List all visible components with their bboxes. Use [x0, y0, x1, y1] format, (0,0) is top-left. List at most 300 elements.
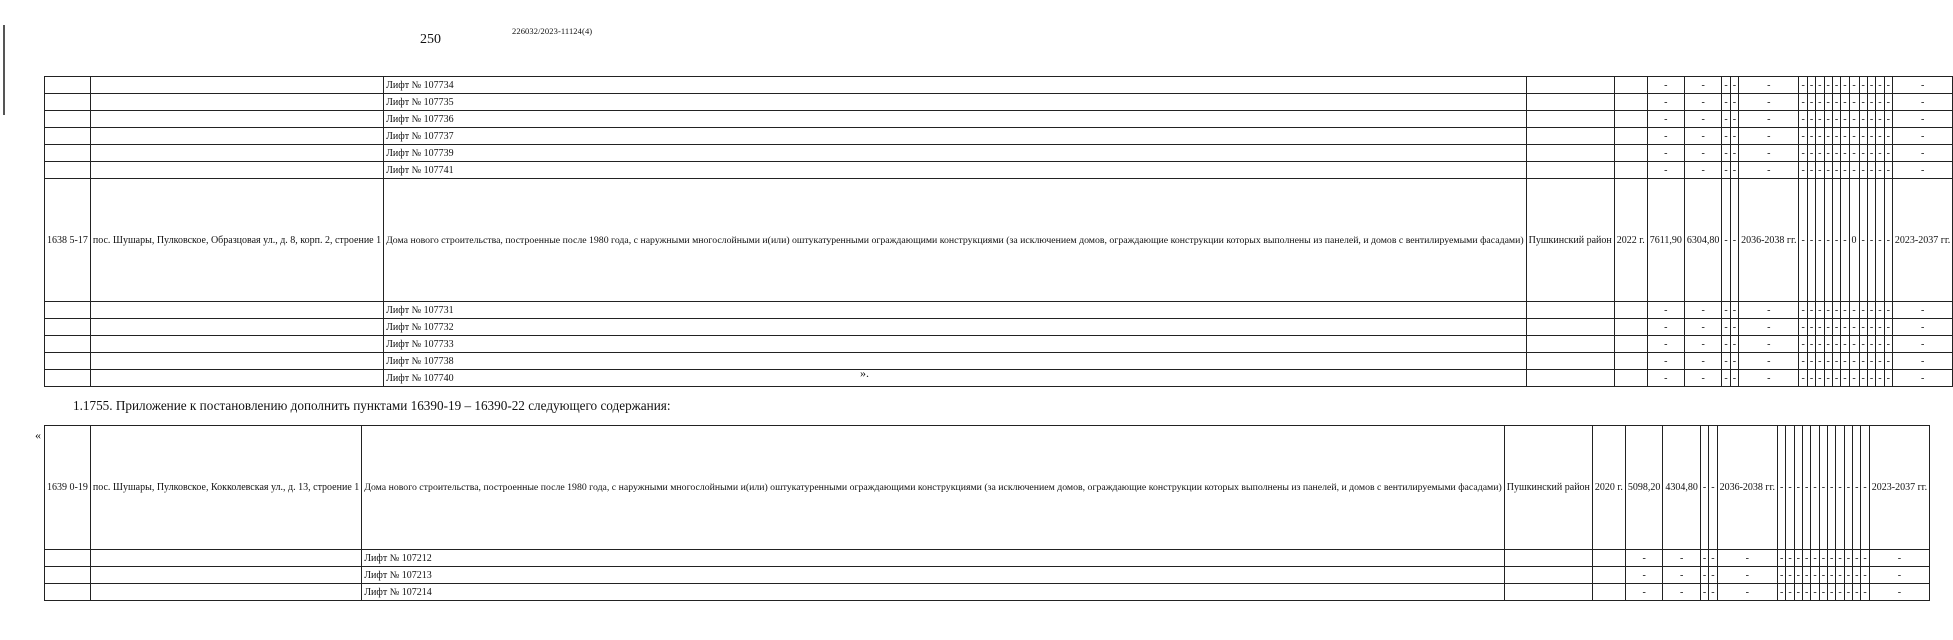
lift-label: Лифт № 107740: [384, 370, 1527, 387]
dash-cell: -: [1722, 128, 1730, 145]
dash-cell: -: [1647, 302, 1684, 319]
dash-cell: -: [1807, 145, 1815, 162]
dash-cell: -: [1876, 336, 1884, 353]
dash-cell: -: [1647, 353, 1684, 370]
dash-cell: -: [1807, 179, 1815, 302]
dash-cell: -: [1777, 426, 1785, 550]
empty-cell: [45, 302, 91, 319]
dash-cell: -: [1828, 584, 1836, 601]
dash-cell: -: [1876, 128, 1884, 145]
empty-cell: [1614, 370, 1647, 387]
dash-cell: -: [1816, 336, 1824, 353]
dash-cell: -: [1739, 353, 1799, 370]
dash-cell: -: [1884, 370, 1892, 387]
table-row-main: [45, 426, 1930, 550]
empty-cell: [45, 584, 91, 601]
lift-row: [45, 336, 1953, 353]
dash-cell: -: [1841, 77, 1849, 94]
dash-cell: -: [1867, 336, 1875, 353]
empty-cell: [90, 336, 383, 353]
dash-cell: -: [1722, 336, 1730, 353]
dash-cell: -: [1700, 550, 1708, 567]
dash-cell: -: [1884, 353, 1892, 370]
document-reference: 226032/2023-11124(4): [512, 26, 593, 36]
dash-cell: -: [1884, 77, 1892, 94]
dash-cell: -: [1824, 353, 1832, 370]
dash-cell: -: [1892, 336, 1952, 353]
dash-cell: -: [1684, 353, 1722, 370]
dash-cell: -: [1647, 145, 1684, 162]
area1-cell: 5098,20: [1625, 426, 1663, 550]
dash-cell: -: [1859, 353, 1867, 370]
dash-cell: -: [1739, 145, 1799, 162]
dash-cell: -: [1849, 353, 1859, 370]
empty-cell: [45, 319, 91, 336]
empty-cell: [1526, 319, 1614, 336]
dash-cell: -: [1832, 111, 1840, 128]
lift-row: [45, 111, 1953, 128]
register-table-2: [44, 425, 1930, 601]
dash-cell: -: [1861, 550, 1869, 567]
dash-cell: -: [1730, 302, 1738, 319]
dash-cell: -: [1849, 94, 1859, 111]
empty-cell: [90, 94, 383, 111]
dash-cell: -: [1841, 145, 1849, 162]
dash-cell: -: [1849, 319, 1859, 336]
empty-cell: [1526, 111, 1614, 128]
empty-cell: [1614, 128, 1647, 145]
empty-cell: [1526, 353, 1614, 370]
dash-cell: -: [1786, 584, 1794, 601]
dash-cell: -: [1876, 302, 1884, 319]
dash-cell: -: [1841, 319, 1849, 336]
dash-cell: -: [1819, 550, 1827, 567]
empty-cell: [1614, 94, 1647, 111]
opening-quote: «: [35, 428, 41, 442]
dash-cell: -: [1861, 426, 1869, 550]
lift-row: [45, 353, 1953, 370]
dash-cell: -: [1807, 336, 1815, 353]
dash-cell: -: [1786, 550, 1794, 567]
empty-cell: [90, 567, 361, 584]
dash-cell: -: [1777, 550, 1785, 567]
dash-cell: -: [1799, 145, 1807, 162]
dash-cell: -: [1625, 567, 1663, 584]
lift-row: [45, 145, 1953, 162]
dash-cell: -: [1794, 550, 1802, 567]
end-period-cell: 2023-2037 гг.: [1892, 179, 1952, 302]
dash-cell: -: [1841, 162, 1849, 179]
empty-cell: [1614, 145, 1647, 162]
dash-cell: -: [1841, 94, 1849, 111]
year-cell: 2020 г.: [1592, 426, 1625, 550]
closing-quote: ».: [860, 366, 869, 380]
dash-cell: -: [1892, 370, 1952, 387]
dash-cell: -: [1799, 370, 1807, 387]
dash-cell: -: [1892, 77, 1952, 94]
dash-cell: -: [1892, 128, 1952, 145]
dash-cell: -: [1884, 145, 1892, 162]
dash-cell: -: [1892, 319, 1952, 336]
dash-cell: -: [1832, 128, 1840, 145]
dash-cell: -: [1700, 584, 1708, 601]
lift-row: [45, 94, 1953, 111]
row-number: 1638 5-17: [45, 179, 91, 302]
lift-label: Лифт № 107214: [362, 584, 1505, 601]
empty-cell: [1614, 353, 1647, 370]
dash-cell: -: [1816, 179, 1824, 302]
dash-cell: -: [1739, 111, 1799, 128]
dash-cell: -: [1832, 353, 1840, 370]
dash-cell: -: [1841, 111, 1849, 128]
dash-cell: -: [1859, 111, 1867, 128]
dash-cell: -: [1859, 336, 1867, 353]
dash-cell: -: [1824, 179, 1832, 302]
dash-cell: -: [1811, 550, 1819, 567]
empty-cell: [1526, 77, 1614, 94]
dash-cell: -: [1799, 302, 1807, 319]
dash-cell: -: [1700, 426, 1708, 550]
dash-cell: -: [1684, 94, 1722, 111]
dash-cell: -: [1816, 111, 1824, 128]
dash-cell: -: [1867, 370, 1875, 387]
dash-cell: -: [1828, 567, 1836, 584]
dash-cell: -: [1709, 426, 1717, 550]
period-cell: 2036-2038 гг.: [1739, 179, 1799, 302]
dash-cell: -: [1876, 145, 1884, 162]
dash-cell: -: [1722, 111, 1730, 128]
empty-cell: [1526, 128, 1614, 145]
dash-cell: -: [1684, 145, 1722, 162]
dash-cell: -: [1876, 111, 1884, 128]
lift-row: [45, 162, 1953, 179]
lift-label: Лифт № 107738: [384, 353, 1527, 370]
dash-cell: -: [1799, 179, 1807, 302]
dash-cell: -: [1867, 162, 1875, 179]
dash-cell: -: [1828, 426, 1836, 550]
dash-cell: -: [1625, 584, 1663, 601]
dash-cell: -: [1892, 94, 1952, 111]
dash-cell: -: [1867, 302, 1875, 319]
dash-cell: -: [1684, 319, 1722, 336]
dash-cell: -: [1884, 336, 1892, 353]
empty-cell: [1592, 550, 1625, 567]
empty-cell: [1614, 302, 1647, 319]
dash-cell: -: [1819, 426, 1827, 550]
lift-label: Лифт № 107732: [384, 319, 1527, 336]
dash-cell: -: [1722, 302, 1730, 319]
dash-cell: -: [1684, 302, 1722, 319]
dash-cell: -: [1807, 302, 1815, 319]
dash-cell: -: [1730, 319, 1738, 336]
dash-cell: -: [1799, 319, 1807, 336]
dash-cell: -: [1739, 370, 1799, 387]
empty-cell: [1614, 111, 1647, 128]
dash-cell: -: [1849, 145, 1859, 162]
dash-cell: -: [1832, 94, 1840, 111]
dash-cell: -: [1849, 302, 1859, 319]
register-table-1: [44, 76, 1953, 387]
lift-label: Лифт № 107734: [384, 77, 1527, 94]
dash-cell: -: [1777, 584, 1785, 601]
dash-cell: -: [1824, 128, 1832, 145]
dash-cell: -: [1841, 370, 1849, 387]
dash-cell: -: [1836, 426, 1844, 550]
dash-cell: -: [1709, 584, 1717, 601]
dash-cell: -: [1739, 162, 1799, 179]
dash-cell: -: [1722, 370, 1730, 387]
empty-cell: [90, 353, 383, 370]
dash-cell: -: [1849, 77, 1859, 94]
empty-cell: [45, 353, 91, 370]
dash-cell: -: [1816, 77, 1824, 94]
dash-cell: -: [1876, 370, 1884, 387]
empty-cell: [90, 370, 383, 387]
dash-cell: -: [1709, 567, 1717, 584]
dash-cell: -: [1844, 426, 1852, 550]
dash-cell: -: [1844, 567, 1852, 584]
dash-cell: -: [1647, 128, 1684, 145]
dash-cell: -: [1884, 111, 1892, 128]
dash-cell: -: [1836, 567, 1844, 584]
empty-cell: [45, 94, 91, 111]
dash-cell: -: [1824, 94, 1832, 111]
dash-cell: -: [1816, 353, 1824, 370]
empty-cell: [1592, 584, 1625, 601]
empty-cell: [90, 319, 383, 336]
empty-cell: [45, 145, 91, 162]
dash-cell: -: [1816, 128, 1824, 145]
dash-cell: -: [1807, 370, 1815, 387]
dash-cell: -: [1663, 567, 1701, 584]
dash-cell: -: [1861, 584, 1869, 601]
dash-cell: -: [1722, 179, 1730, 302]
dash-cell: -: [1684, 162, 1722, 179]
dash-cell: -: [1869, 550, 1929, 567]
dash-cell: -: [1730, 111, 1738, 128]
dash-cell: -: [1892, 353, 1952, 370]
empty-cell: [90, 111, 383, 128]
dash-cell: -: [1684, 111, 1722, 128]
dash-cell: -: [1799, 128, 1807, 145]
empty-cell: [1614, 319, 1647, 336]
dash-cell: -: [1869, 567, 1929, 584]
dash-cell: -: [1786, 426, 1794, 550]
empty-cell: [1526, 94, 1614, 111]
dash-cell: -: [1722, 319, 1730, 336]
empty-cell: [90, 550, 361, 567]
dash-cell: -: [1832, 370, 1840, 387]
dash-cell: -: [1867, 353, 1875, 370]
dash-cell: -: [1884, 128, 1892, 145]
lift-label: Лифт № 107737: [384, 128, 1527, 145]
dash-cell: -: [1647, 77, 1684, 94]
dash-cell: -: [1859, 162, 1867, 179]
lift-label: Лифт № 107733: [384, 336, 1527, 353]
dash-cell: -: [1876, 162, 1884, 179]
dash-cell: -: [1867, 145, 1875, 162]
dash-cell: -: [1867, 319, 1875, 336]
description-cell: Дома нового строительства, построенные после 1980 года, с наружными многослойными и(или) оштукатуренными ограждающими конструкциями (за исключением домов, ограждающие конструкции которых выполнены из панелей, и домов с вентилируемыми фасадами): [362, 426, 1505, 550]
dash-cell: -: [1859, 370, 1867, 387]
dash-cell: -: [1884, 179, 1892, 302]
dash-cell: -: [1803, 584, 1811, 601]
empty-cell: [45, 162, 91, 179]
lift-row: [45, 77, 1953, 94]
dash-cell: -: [1876, 94, 1884, 111]
dash-cell: -: [1684, 370, 1722, 387]
dash-cell: -: [1722, 94, 1730, 111]
dash-cell: -: [1799, 353, 1807, 370]
row-number: 1639 0-19: [45, 426, 91, 550]
description-cell: Дома нового строительства, построенные после 1980 года, с наружными многослойными и(или) оштукатуренными ограждающими конструкциями (за исключением домов, ограждающие конструкции которых выполнены из панелей, и домов с вентилируемыми фасадами): [384, 179, 1527, 302]
dash-cell: -: [1730, 162, 1738, 179]
dash-cell: -: [1799, 77, 1807, 94]
dash-cell: -: [1892, 162, 1952, 179]
empty-cell: [1504, 584, 1592, 601]
dash-cell: -: [1832, 179, 1840, 302]
empty-cell: [45, 567, 91, 584]
dash-cell: -: [1836, 584, 1844, 601]
dash-cell: -: [1739, 128, 1799, 145]
dash-cell: -: [1799, 336, 1807, 353]
dash-cell: -: [1807, 319, 1815, 336]
dash-cell: -: [1841, 336, 1849, 353]
dash-cell: -: [1819, 567, 1827, 584]
dash-cell: -: [1803, 567, 1811, 584]
empty-cell: [90, 128, 383, 145]
dash-cell: -: [1777, 567, 1785, 584]
dash-cell: -: [1739, 302, 1799, 319]
empty-cell: [90, 584, 361, 601]
dash-cell: -: [1824, 370, 1832, 387]
dash-cell: -: [1859, 319, 1867, 336]
dash-cell: -: [1794, 584, 1802, 601]
dash-cell: -: [1717, 584, 1777, 601]
empty-cell: [1504, 550, 1592, 567]
empty-cell: [45, 550, 91, 567]
empty-cell: [1504, 567, 1592, 584]
dash-cell: -: [1832, 162, 1840, 179]
dash-cell: -: [1849, 336, 1859, 353]
dash-cell: -: [1844, 584, 1852, 601]
dash-cell: -: [1884, 319, 1892, 336]
dash-cell: -: [1832, 319, 1840, 336]
dash-cell: -: [1799, 94, 1807, 111]
dash-cell: -: [1853, 426, 1861, 550]
empty-cell: [45, 336, 91, 353]
dash-cell: -: [1884, 302, 1892, 319]
address-cell: пос. Шушары, Пулковское, Образцовая ул., д. 8, корп. 2, строение 1: [90, 179, 383, 302]
dash-cell: -: [1811, 567, 1819, 584]
dash-cell: -: [1824, 145, 1832, 162]
area1-cell: 7611,90: [1647, 179, 1684, 302]
dash-cell: -: [1884, 162, 1892, 179]
lift-row: [45, 370, 1953, 387]
dash-cell: -: [1739, 336, 1799, 353]
dash-cell: -: [1824, 162, 1832, 179]
lift-row: [45, 319, 1953, 336]
dash-cell: -: [1684, 336, 1722, 353]
dash-cell: -: [1844, 550, 1852, 567]
dash-cell: -: [1730, 336, 1738, 353]
dash-cell: -: [1717, 550, 1777, 567]
dash-cell: -: [1663, 550, 1701, 567]
empty-cell: [1614, 77, 1647, 94]
dash-cell: -: [1859, 94, 1867, 111]
dash-cell: -: [1867, 179, 1875, 302]
empty-cell: [1614, 162, 1647, 179]
dash-cell: -: [1819, 584, 1827, 601]
empty-cell: [45, 370, 91, 387]
dash-cell: -: [1739, 94, 1799, 111]
empty-cell: [1526, 162, 1614, 179]
empty-cell: [1526, 302, 1614, 319]
dash-cell: -: [1684, 77, 1722, 94]
dash-cell: -: [1841, 302, 1849, 319]
dash-cell: -: [1861, 567, 1869, 584]
dash-cell: -: [1841, 179, 1849, 302]
empty-cell: [45, 111, 91, 128]
dash-cell: -: [1836, 550, 1844, 567]
lift-label: Лифт № 107736: [384, 111, 1527, 128]
dash-cell: -: [1807, 353, 1815, 370]
dash-cell: -: [1717, 567, 1777, 584]
dash-cell: -: [1799, 162, 1807, 179]
dash-cell: -: [1828, 550, 1836, 567]
dash-cell: -: [1794, 426, 1802, 550]
dash-cell: -: [1876, 353, 1884, 370]
dash-cell: -: [1684, 128, 1722, 145]
dash-cell: -: [1647, 111, 1684, 128]
dash-cell: -: [1841, 128, 1849, 145]
area2-cell: 4304,80: [1663, 426, 1701, 550]
dash-cell: -: [1832, 302, 1840, 319]
dash-cell: -: [1816, 370, 1824, 387]
dash-cell: -: [1853, 550, 1861, 567]
dash-cell: -: [1722, 353, 1730, 370]
empty-cell: [1526, 336, 1614, 353]
lift-label: Лифт № 107212: [362, 550, 1505, 567]
dash-cell: -: [1832, 336, 1840, 353]
period-cell: 2036-2038 гг.: [1717, 426, 1777, 550]
dash-cell: -: [1709, 550, 1717, 567]
address-cell: пос. Шушары, Пулковское, Кокколевская ул., д. 13, строение 1: [90, 426, 361, 550]
dash-cell: -: [1722, 145, 1730, 162]
lift-row: [45, 550, 1930, 567]
district-cell: Пушкинский район: [1504, 426, 1592, 550]
dash-cell: -: [1876, 77, 1884, 94]
dash-cell: -: [1647, 94, 1684, 111]
dash-cell: -: [1803, 426, 1811, 550]
lift-label: Лифт № 107735: [384, 94, 1527, 111]
page-edge-mark: [3, 25, 5, 115]
dash-cell: -: [1867, 94, 1875, 111]
lift-row: [45, 302, 1953, 319]
amendment-paragraph: 1.1755. Приложение к постановлению дополнить пунктами 16390-19 – 16390-22 следующего содержания:: [73, 398, 671, 413]
dash-cell: -: [1859, 179, 1867, 302]
dash-cell: -: [1647, 336, 1684, 353]
dash-cell: -: [1859, 128, 1867, 145]
end-period-cell: 2023-2037 гг.: [1869, 426, 1929, 550]
zero-cell: 0: [1849, 179, 1859, 302]
dash-cell: -: [1816, 302, 1824, 319]
dash-cell: -: [1849, 128, 1859, 145]
dash-cell: -: [1884, 94, 1892, 111]
dash-cell: -: [1876, 319, 1884, 336]
dash-cell: -: [1625, 550, 1663, 567]
dash-cell: -: [1786, 567, 1794, 584]
